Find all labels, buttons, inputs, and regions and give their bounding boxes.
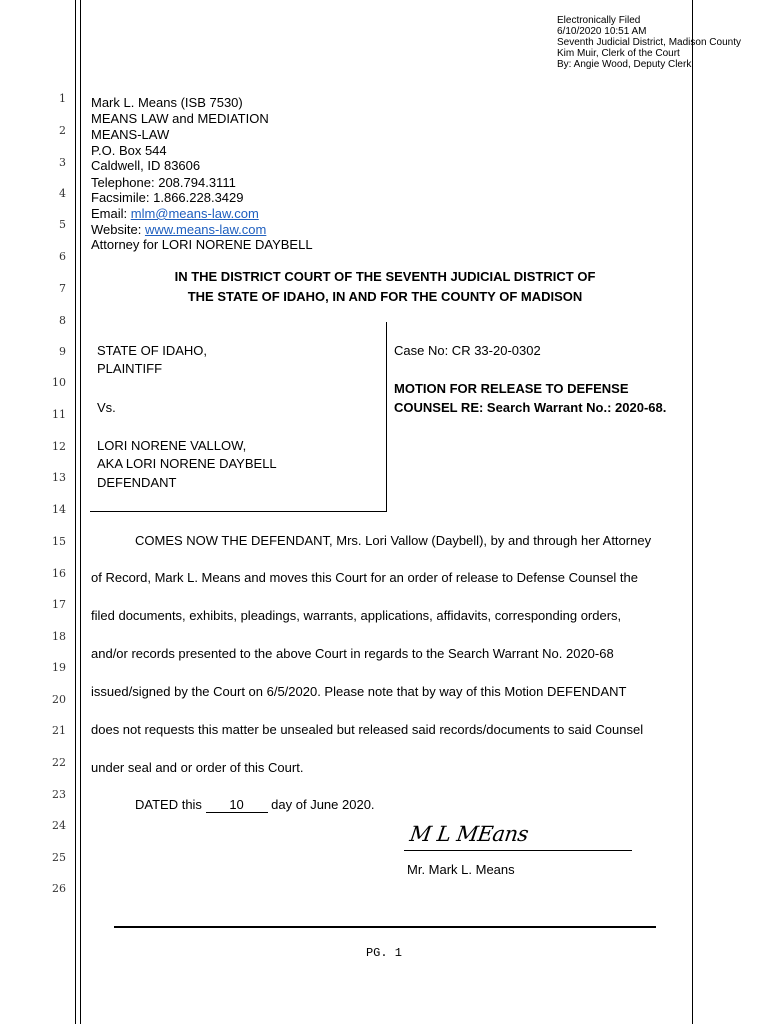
filing-stamp-line: 6/10/2020 10:51 AM xyxy=(557,26,647,37)
filing-stamp-line: Seventh Judicial District, Madison County xyxy=(557,37,741,48)
line-number: 14 xyxy=(52,503,66,516)
attorney-for: Attorney for LORI NORENE DAYBELL xyxy=(91,237,313,252)
website-label: Website: xyxy=(91,222,145,237)
line-number: 3 xyxy=(59,156,66,169)
left-margin-rule-1 xyxy=(75,0,76,1024)
attorney-city: Caldwell, ID 83606 xyxy=(91,158,201,173)
line-number: 15 xyxy=(52,535,66,548)
line-number: 16 xyxy=(52,567,66,580)
dated-prefix: DATED this xyxy=(135,797,206,812)
body-paragraph-line: under seal and or order of this Court. xyxy=(91,760,304,775)
motion-title-line-1: MOTION FOR RELEASE TO DEFENSE xyxy=(394,381,629,396)
attorney-name: Mark L. Means (ISB 7530) xyxy=(91,95,243,110)
attorney-firm: MEANS LAW and MEDIATION xyxy=(91,111,269,126)
line-number: 4 xyxy=(59,187,66,200)
body-paragraph-line: COMES NOW THE DEFENDANT, Mrs. Lori Vallow (Daybell), by and through her Attorney xyxy=(135,533,652,548)
body-paragraph-line: does not requests this matter be unsealed but released said records/documents to said Counsel xyxy=(91,722,644,737)
body-paragraph-line: issued/signed by the Court on 6/5/2020. Please note that by way of this Motion DEFENDANT xyxy=(91,684,627,699)
footer-rule xyxy=(114,926,656,928)
line-number: 2 xyxy=(59,124,66,137)
line-number: 25 xyxy=(52,851,66,864)
email-label: Email: xyxy=(91,206,131,221)
line-number: 1 xyxy=(59,92,66,105)
attorney-telephone: Telephone: 208.794.3111 xyxy=(91,175,236,190)
case-number: Case No: CR 33-20-0302 xyxy=(394,343,541,358)
court-heading-line-2: THE STATE OF IDAHO, IN AND FOR THE COUNTY OF MADISON xyxy=(187,289,583,304)
line-number: 10 xyxy=(52,376,66,389)
defendant-aka: AKA LORI NORENE DAYBELL xyxy=(97,456,277,471)
signature-image: M L MEans xyxy=(408,822,530,846)
line-number: 19 xyxy=(52,661,66,674)
court-heading-line-1: IN THE DISTRICT COURT OF THE SEVENTH JUDICIAL DISTRICT OF xyxy=(174,269,596,284)
filing-stamp-line: Electronically Filed xyxy=(557,15,641,26)
line-number: 6 xyxy=(59,250,66,263)
defendant-label: DEFENDANT xyxy=(97,475,177,490)
line-number: 24 xyxy=(52,819,66,832)
line-number: 5 xyxy=(59,218,66,231)
signature-line xyxy=(404,850,632,851)
line-number: 23 xyxy=(52,788,66,801)
filing-stamp-line: By: Angie Wood, Deputy Clerk xyxy=(557,59,692,70)
defendant-name: LORI NORENE VALLOW, xyxy=(97,438,247,453)
filing-stamp-line: Kim Muir, Clerk of the Court xyxy=(557,48,680,59)
body-paragraph-line: of Record, Mark L. Means and moves this Court for an order of release to Defense Counsel the xyxy=(91,570,638,585)
dated-day: 10 xyxy=(206,798,268,813)
body-paragraph-line: and/or records presented to the above Court in regards to the Search Warrant No. 2020-68 xyxy=(91,646,614,661)
plaintiff-name: STATE OF IDAHO, xyxy=(97,343,208,358)
email-link[interactable]: mlm@means-law.com xyxy=(130,206,259,221)
plaintiff-label: PLAINTIFF xyxy=(97,361,163,376)
dated-suffix: day of June 2020. xyxy=(267,797,375,812)
attorney-firm-short: MEANS-LAW xyxy=(91,127,170,142)
dated-line xyxy=(135,797,375,813)
line-number: 13 xyxy=(52,471,66,484)
line-number: 7 xyxy=(59,282,66,295)
line-number: 26 xyxy=(52,882,66,895)
line-number: 11 xyxy=(52,408,66,421)
line-number: 12 xyxy=(52,440,66,453)
motion-title-line-2: COUNSEL RE: Search Warrant No.: 2020-68. xyxy=(394,400,667,415)
line-number: 22 xyxy=(52,756,66,769)
website-link[interactable]: www.means-law.com xyxy=(144,222,267,237)
caption-divider xyxy=(386,322,387,512)
signer-name: Mr. Mark L. Means xyxy=(407,862,515,877)
left-margin-rule-2 xyxy=(80,0,81,1024)
page-number: PG. 1 xyxy=(365,946,402,960)
attorney-email-row xyxy=(91,206,259,222)
filing-stamp xyxy=(557,15,741,70)
attorney-website-row xyxy=(91,222,266,238)
versus: Vs. xyxy=(97,400,116,415)
line-number: 20 xyxy=(52,693,66,706)
line-number: 9 xyxy=(59,345,66,358)
right-margin-rule xyxy=(692,0,693,1024)
line-number: 8 xyxy=(59,314,66,327)
line-number: 18 xyxy=(52,630,66,643)
line-number: 17 xyxy=(52,598,66,611)
attorney-po-box: P.O. Box 544 xyxy=(91,143,167,158)
line-number: 21 xyxy=(52,724,66,737)
attorney-facsimile: Facsimile: 1.866.228.3429 xyxy=(91,190,244,205)
caption-bottom-rule xyxy=(90,511,387,512)
body-paragraph-line: filed documents, exhibits, pleadings, warrants, applications, affidavits, corresponding orders, xyxy=(91,608,622,623)
